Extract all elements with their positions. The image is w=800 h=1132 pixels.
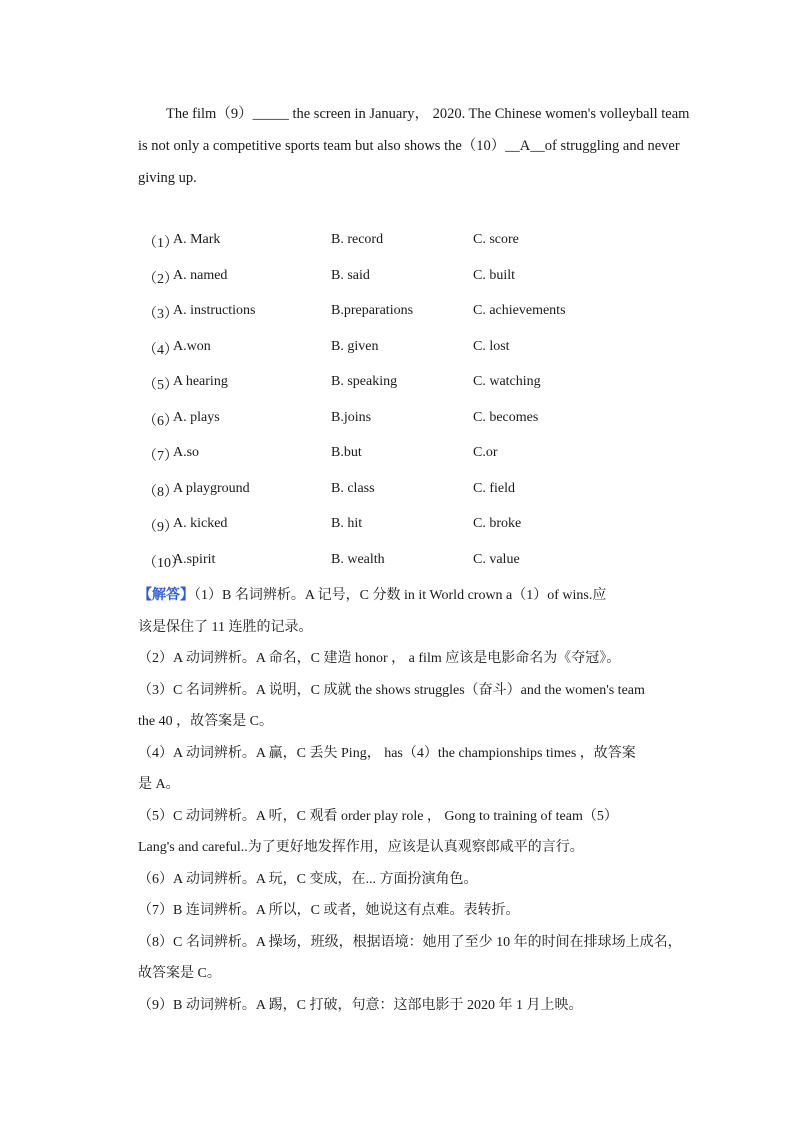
option-c: C. field bbox=[473, 481, 515, 496]
option-row bbox=[143, 232, 703, 254]
question-number: （7） bbox=[143, 449, 178, 464]
option-row bbox=[143, 552, 703, 574]
option-a: A. instructions bbox=[173, 303, 256, 318]
question-number: （3） bbox=[143, 307, 178, 322]
option-a: A. plays bbox=[173, 410, 220, 425]
option-c: C. broke bbox=[473, 516, 522, 531]
option-row bbox=[143, 303, 703, 325]
option-a: A. named bbox=[173, 268, 228, 283]
analysis-line: （5）C 动词辨析。A 听，C 观看 order play role ， Gong to training of team（5） bbox=[138, 808, 618, 824]
option-b: B. class bbox=[331, 481, 375, 496]
question-number: （1） bbox=[143, 236, 178, 251]
answer-analysis bbox=[138, 580, 683, 1021]
option-row bbox=[143, 445, 703, 467]
question-number: （2） bbox=[143, 272, 178, 287]
option-b: B. hit bbox=[331, 516, 363, 531]
analysis-line: 该是保住了 11 连胜的记录。 bbox=[138, 619, 313, 635]
option-b: B. record bbox=[331, 232, 384, 247]
analysis-line: （8）C 名词辨析。A 操场，班级，根据语境：她用了至少 10 年的时间在排球场上成名， bbox=[138, 934, 682, 950]
option-c: C. value bbox=[473, 552, 520, 567]
option-c: C. becomes bbox=[473, 410, 539, 425]
question-number: （5） bbox=[143, 378, 178, 393]
analysis-line: 是 A。 bbox=[138, 777, 180, 792]
option-b: B. given bbox=[331, 339, 379, 354]
analysis-line: Lang's and careful..为了更好地发挥作用，应该是认真观察郎咸平的言行。 bbox=[138, 840, 584, 855]
analysis-text: （1）B 名词辨析。A 记号，C 分数 in it World crown a（1）of wins.应 bbox=[194, 588, 607, 603]
passage-line: The film（9）_____ the screen in January， 2020. The Chinese women's volleyball team bbox=[166, 106, 690, 122]
option-row bbox=[143, 410, 703, 432]
option-a: A.spirit bbox=[173, 552, 216, 567]
option-row bbox=[143, 268, 703, 290]
question-number: （8） bbox=[143, 485, 178, 500]
question-number: （4） bbox=[143, 343, 178, 358]
option-b: B. speaking bbox=[331, 374, 398, 389]
option-row bbox=[143, 481, 703, 503]
option-c: C. lost bbox=[473, 339, 510, 354]
analysis-line: （2）A 动词辨析。A 命名，C 建造 honor ， a film 应该是电影命名为《夺冠》。 bbox=[138, 651, 621, 666]
analysis-line: （6）A 动词辨析。A 玩，C 变成，在... 方面扮演角色。 bbox=[138, 871, 478, 887]
passage-text bbox=[138, 98, 690, 194]
option-b: B. wealth bbox=[331, 552, 385, 567]
option-b: B.but bbox=[331, 445, 362, 460]
option-a: A. kicked bbox=[173, 516, 228, 531]
option-a: A.so bbox=[173, 445, 200, 460]
option-c: C. achievements bbox=[473, 303, 566, 318]
option-a: A hearing bbox=[173, 374, 228, 389]
analysis-line: （7）B 连词辨析。A 所以，C 或者，她说这有点难。表转折。 bbox=[138, 903, 520, 918]
option-c: C. watching bbox=[473, 374, 541, 389]
option-c: C. built bbox=[473, 268, 516, 283]
passage-line: giving up. bbox=[138, 170, 197, 186]
question-number: （6） bbox=[143, 414, 178, 429]
analysis-line: （9）B 动词辨析。A 踢，C 打破，句意：这部电影于 2020 年 1 月上映。 bbox=[138, 997, 583, 1013]
option-b: B.joins bbox=[331, 410, 372, 425]
analysis-line: the 40 ，故答案是 C。 bbox=[138, 714, 273, 729]
answer-tag: 【解答】 bbox=[138, 588, 194, 603]
passage-line: is not only a competitive sports team but also shows the（10）__A__of struggling and never bbox=[138, 138, 680, 154]
option-b: B.preparations bbox=[331, 303, 414, 318]
option-a: A.won bbox=[173, 339, 211, 354]
option-c: C. score bbox=[473, 232, 519, 247]
analysis-line: （4）A 动词辨析。A 赢，C 丢失 Ping， has（4）the championships times ，故答案 bbox=[138, 745, 636, 761]
option-row bbox=[143, 516, 703, 538]
question-number: （10） bbox=[143, 556, 185, 571]
option-a: A. Mark bbox=[173, 232, 221, 247]
option-row bbox=[143, 339, 703, 361]
question-number: （9） bbox=[143, 520, 178, 535]
analysis-line: （3）C 名词辨析。A 说明，C 成就 the shows struggles（奋斗）and the women's team bbox=[138, 682, 645, 698]
option-a: A playground bbox=[173, 481, 250, 496]
option-row bbox=[143, 374, 703, 396]
analysis-line: 故答案是 C。 bbox=[138, 966, 221, 981]
option-c: C.or bbox=[473, 445, 498, 460]
analysis-line bbox=[138, 580, 683, 612]
option-b: B. said bbox=[331, 268, 370, 283]
